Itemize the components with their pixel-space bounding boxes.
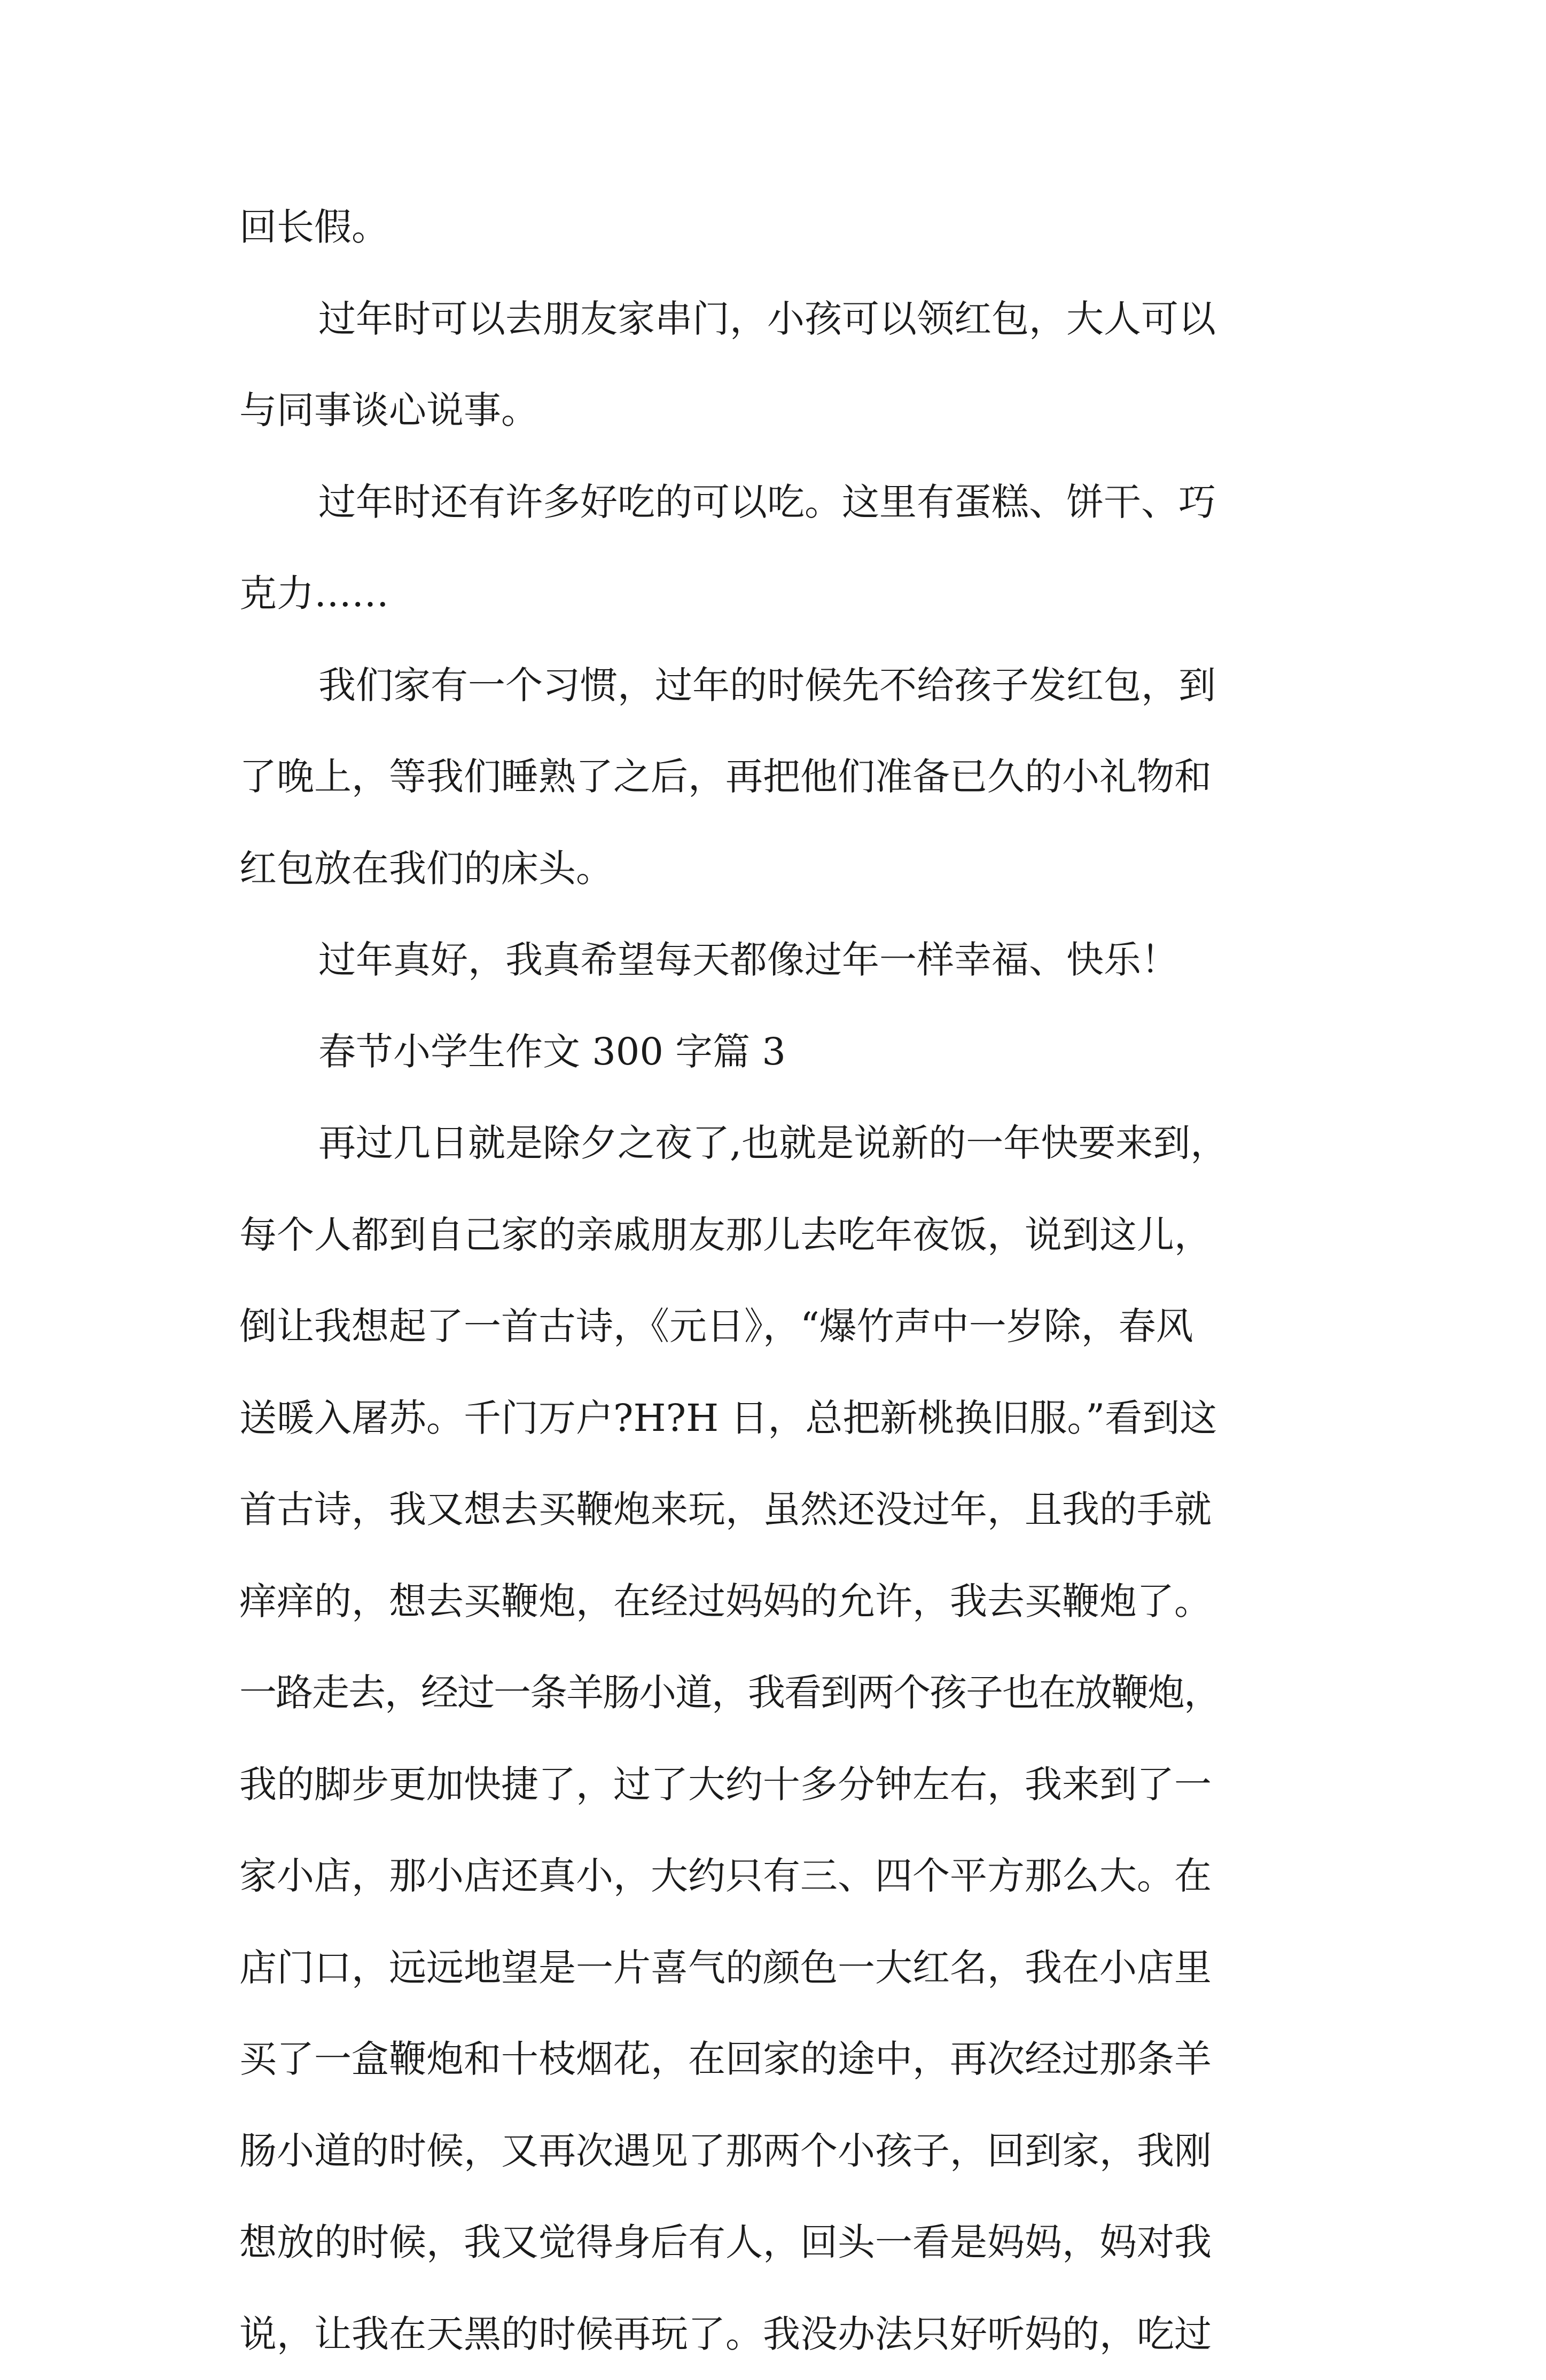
paragraph-first-line: 我们家有一个习惯，过年的时候先不给孩子发红包，到 (239, 640, 1350, 732)
text-line: 一路走去，经过一条羊肠小道，我看到两个孩子也在放鞭炮， (239, 1647, 1350, 1739)
paragraph-first-line: 过年时可以去朋友家串门，小孩可以领红包，大人可以 (239, 273, 1350, 365)
section-heading: 春节小学生作文 300 字篇 3 (239, 1006, 1350, 1098)
text-line: 送暖入屠苏。千门万户?H?H 日，总把新桃换旧服。”看到这 (239, 1373, 1350, 1465)
text-line: 家小店，那小店还真小，大约只有三、四个平方那么大。在 (239, 1830, 1350, 1922)
text-line: 红包放在我们的床头。 (239, 823, 1350, 915)
text-line: 回长假。 (239, 182, 1350, 273)
text-line: 了晚上，等我们睡熟了之后，再把他们准备已久的小礼物和 (239, 731, 1350, 823)
paragraph-first-line: 过年时还有许多好吃的可以吃。这里有蛋糕、饼干、巧 (239, 457, 1350, 549)
text-line: 想放的时候，我又觉得身后有人，回头一看是妈妈，妈对我 (239, 2197, 1350, 2289)
text-line: 与同事谈心说事。 (239, 365, 1350, 457)
text-line: 店门口，远远地望是一片喜气的颜色一大红名，我在小店里 (239, 1922, 1350, 2014)
paragraph-first-line: 过年真好，我真希望每天都像过年一样幸福、快乐！ (239, 914, 1350, 1006)
text-line: 买了一盒鞭炮和十枝烟花，在回家的途中，再次经过那条羊 (239, 2014, 1350, 2105)
text-line: 首古诗，我又想去买鞭炮来玩，虽然还没过年，且我的手就 (239, 1464, 1350, 1556)
text-line: 倒让我想起了一首古诗，《元日》，“爆竹声中一岁除，春风 (239, 1281, 1350, 1373)
paragraph-first-line: 再过几日就是除夕之夜了,也就是说新的一年快要来到， (239, 1098, 1350, 1189)
text-line: 痒痒的，想去买鞭炮，在经过妈妈的允许，我去买鞭炮了。 (239, 1556, 1350, 1648)
text-line: 肠小道的时候，又再次遇见了那两个小孩子，回到家，我刚 (239, 2105, 1350, 2197)
text-line: 说，让我在天黑的时候再玩了。我没办法只好听妈的，吃过 (239, 2289, 1350, 2380)
text-line: 我的脚步更加快捷了，过了大约十多分钟左右，我来到了一 (239, 1739, 1350, 1831)
document-body (239, 182, 1350, 2380)
text-line: 克力…… (239, 548, 1350, 640)
text-line: 每个人都到自己家的亲戚朋友那儿去吃年夜饭，说到这儿， (239, 1189, 1350, 1281)
